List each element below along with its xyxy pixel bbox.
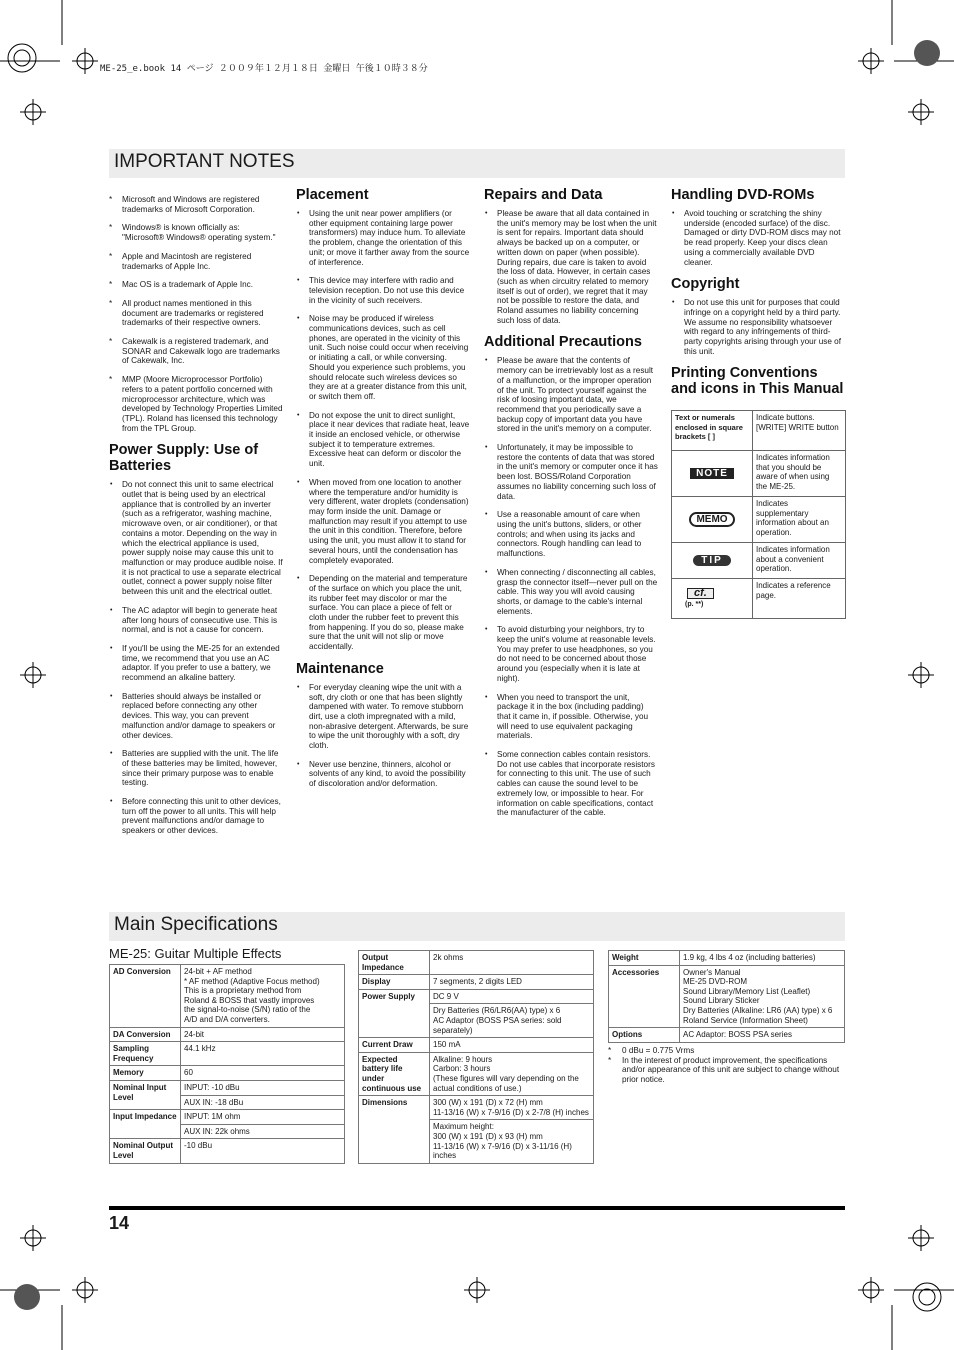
conventions-row bbox=[672, 543, 846, 579]
spec-note bbox=[608, 1046, 845, 1056]
spec-key: Memory bbox=[110, 1066, 181, 1081]
spec-value: INPUT: -10 dBu bbox=[181, 1080, 345, 1095]
spec-key: Power Supply bbox=[359, 989, 430, 1037]
page-number: 14 bbox=[109, 1213, 130, 1233]
placement-heading: Placement bbox=[296, 187, 369, 203]
list-item: • Avoid touching or scratching the shiny underside (encoded surface) of the disc. Damaged or dirty DVD-ROM discs may not be read properly. Keep your discs clean using a commercially available DVD cleaner. bbox=[671, 209, 845, 267]
list-item: • Do not expose the unit to direct sunlight, place it near devices that radiate heat, leave it inside an enclosed vehicle, or otherwise subject it to temperature extremes. Excessive heat can deform or discolor the unit. bbox=[296, 411, 470, 469]
list-item: • The AC adaptor will begin to generate heat after long hours of consecutive use. This is normal, and is not a cause for concern. bbox=[109, 606, 283, 635]
list-item: * Microsoft and Windows are registered trademarks of Microsoft Corporation. bbox=[109, 195, 283, 214]
spec-key: DA Conversion bbox=[110, 1027, 181, 1042]
tip-icon: TIP bbox=[693, 555, 731, 567]
main-specs-title: Main Specifications bbox=[114, 914, 278, 935]
list-item: • Batteries should always be installed or replaced before connecting any other devices. This way, you can prevent malfunction and/or damage to speakers or other devices. bbox=[109, 692, 283, 741]
list-item: • For everyday cleaning wipe the unit with a soft, dry cloth or one that has been slightly dampened with water. To remove stubborn dirt, use a cloth impregnated with a mild, non-abrasive detergent. Afterwards, be sure to wipe the unit thoroughly with a soft, dry cloth. bbox=[296, 683, 470, 751]
conventions-row bbox=[672, 411, 846, 451]
list-item: • When you need to transport the unit, package it in the box (including padding) that it came in, if possible. Otherwise, you will need to use equivalent packaging materials. bbox=[484, 693, 658, 742]
spec-value: 24-bit + AF method * AF method (Adaptive Focus method) This is a proprietary method from Roland & BOSS that vastly improves the signal-to-noise (S/N) ratio of the A/D and D/A converters. bbox=[181, 965, 345, 1028]
list-item: • When moved from one location to another where the temperature and/or humidity is very different, water droplets (condensation) may form inside the unit. Damage or malfunction may result if you attempt to use the unit in this condition. Therefore, before using the unit, you must allow it to stand for several hours, until the condensation has completely evaporated. bbox=[296, 478, 470, 565]
memo-icon: MEMO bbox=[689, 512, 734, 528]
asterisk-marker: * bbox=[608, 1055, 612, 1065]
spec-key: Expected battery life under continuous use bbox=[359, 1052, 430, 1095]
spec-key: Output Impedance bbox=[359, 951, 430, 975]
spec-note bbox=[608, 1056, 845, 1085]
spec-row bbox=[359, 1096, 594, 1120]
list-item: • Never use benzine, thinners, alcohol or solvents of any kind, to avoid the possibility of discoloration and/or deformation. bbox=[296, 760, 470, 789]
trademark-list bbox=[109, 195, 283, 433]
spec-value: AC Adaptor: BOSS PSA series bbox=[680, 1028, 845, 1043]
maintenance-list bbox=[296, 683, 470, 789]
print-header-line: ME-25_e.book 14 ページ ２００９年１２月１８日 金曜日 午後１０時３８分 bbox=[100, 64, 428, 74]
list-item: • Depending on the material and temperature of the surface on which you place the unit, its rubber feet may discolor or mar the surface. You can place a piece of felt or cloth under the rubber feet to prevent this from happening. If you do so, please make sure that the unit will not slip or move accidentally. bbox=[296, 574, 470, 652]
column-1 bbox=[109, 195, 283, 845]
spec-table-1 bbox=[109, 964, 345, 1164]
list-item: * All product names mentioned in this document are trademarks or registered trademarks of their respective owners. bbox=[109, 299, 283, 328]
conventions-desc: Indicates supplementary information about an operation. bbox=[753, 497, 846, 543]
spec-value: -10 dBu bbox=[181, 1139, 345, 1163]
list-item: • Do not connect this unit to same electrical outlet that is being used by an electrical appliance that is controlled by an inverter (such as a refrigerator, washing machine, microwave oven, or air conditioner), or that contains a motor. Depending on the way in which the electrical appliance is used, power supply noise may cause this unit to malfunction or may produce audible noise. If it is not practical to use a separate electrical outlet, connect a power supply noise filter between this unit and the electrical outlet. bbox=[109, 480, 283, 596]
cf-reference-icon: cf. bbox=[687, 588, 714, 600]
spec-key: Input Impedance bbox=[110, 1110, 181, 1139]
list-item: • Do not use this unit for purposes that could infringe on a copyright held by a third party. We assume no responsibility whatsoever with regard to any infringements of third-party copyrights arising through your use of this unit. bbox=[671, 298, 845, 356]
spec-row bbox=[359, 975, 594, 990]
spec-table-3 bbox=[608, 950, 845, 1043]
list-item: * Apple and Macintosh are registered trademarks of Apple Inc. bbox=[109, 252, 283, 271]
spec-key: Dimensions bbox=[359, 1096, 430, 1164]
conventions-desc: Indicates information that you should be aware of when using the ME-25. bbox=[753, 451, 846, 497]
spec-value: 7 segments, 2 digits LED bbox=[430, 975, 594, 990]
important-notes-title: IMPORTANT NOTES bbox=[114, 151, 295, 172]
conventions-desc: Indicate buttons. [WRITE] WRITE button bbox=[753, 411, 846, 451]
maintenance-heading: Maintenance bbox=[296, 660, 384, 677]
spec-row bbox=[609, 1028, 845, 1043]
list-item: • Please be aware that all data contained in the unit's memory may be lost when the unit is sent for repairs. Important data should always be backed up on a computer, or written down on paper (when possible). During repairs, due care is taken to avoid the loss of data. However, in certain cases (such as when circuitry related to memory itself is out of order), we regret that it may not be possible to restore the data, and Roland assumes no liability concerning such loss of data. bbox=[484, 209, 658, 325]
important-notes-bar bbox=[109, 149, 845, 178]
column-3 bbox=[484, 187, 658, 827]
spec-row bbox=[110, 1139, 345, 1163]
spec-key: Options bbox=[609, 1028, 680, 1043]
page-footer-rule bbox=[109, 1206, 845, 1210]
spec-value: AUX IN: -18 dBu bbox=[181, 1095, 345, 1110]
list-item: • Noise may be produced if wireless communications devices, such as cell phones, are operated in the vicinity of this unit. Such noise could occur when receiving or initiating a call, or while conversing. Should you experience such problems, you should relocate such wireless devices so they are at a greater distance from this unit, or switch them off. bbox=[296, 314, 470, 401]
spec-table-2 bbox=[358, 950, 594, 1164]
additional-precautions-heading: Additional Precautions bbox=[484, 334, 642, 351]
conventions-desc: Indicates information about a convenient operation. bbox=[753, 543, 846, 579]
conventions-row bbox=[672, 497, 846, 543]
conventions-desc: Indicates a reference page. bbox=[753, 579, 846, 619]
list-item: * Cakewalk is a registered trademark, and SONAR and Cakewalk logo are trademarks of Cakewalk, Inc. bbox=[109, 337, 283, 366]
spec-row bbox=[110, 1066, 345, 1081]
main-specs-bar bbox=[109, 912, 845, 941]
spec-row bbox=[359, 1038, 594, 1053]
list-item: • Some connection cables contain resistors. Do not use cables that incorporate resistors for connecting to this unit. The use of such cables can cause the sound level to be extremely low, or impossible to hear. For information on cable specifications, contact the manufacturer of the cable. bbox=[484, 750, 658, 818]
asterisk-marker: * bbox=[608, 1046, 612, 1055]
spec-note-text: 0 dBu = 0.775 Vrms bbox=[622, 1046, 695, 1055]
spec-key: Nominal Output Level bbox=[110, 1139, 181, 1163]
spec-key: Nominal Input Level bbox=[110, 1080, 181, 1109]
list-item: • When connecting / disconnecting all cables, grasp the connector itself—never pull on the cable. This way you will avoid causing shorts, or damage to the cable's internal elements. bbox=[484, 568, 658, 617]
specs-subtitle: ME-25: Guitar Multiple Effects bbox=[109, 946, 282, 961]
spec-key: Sampling Frequency bbox=[110, 1042, 181, 1066]
dvd-heading: Handling DVD-ROMs bbox=[671, 187, 815, 203]
spec-value: 24-bit bbox=[181, 1027, 345, 1042]
spec-value: 2k ohms bbox=[430, 951, 594, 975]
spec-value: Owner's Manual ME-25 DVD-ROM Sound Library/Memory List (Leaflet) Sound Library Sticker Dry Batteries (Alkaline: LR6 (AA) type) x 6 Roland Service (Information Sheet) bbox=[680, 965, 845, 1028]
list-item: • This device may interfere with radio and television reception. Do not use this device in the vicinity of such receivers. bbox=[296, 276, 470, 305]
spec-row bbox=[110, 965, 345, 1028]
column-4 bbox=[671, 187, 845, 403]
list-item: • Batteries are supplied with the unit. The life of these batteries may be limited, however, since their primary purpose was to enable testing. bbox=[109, 749, 283, 788]
conventions-heading: Printing Conventions and icons in This Manual bbox=[671, 365, 844, 398]
spec-row bbox=[110, 1110, 345, 1125]
spec-key: Current Draw bbox=[359, 1038, 430, 1053]
spec-value: DC 9 V bbox=[430, 989, 594, 1004]
spec-key: Display bbox=[359, 975, 430, 990]
spec-value: 44.1 kHz bbox=[181, 1042, 345, 1066]
list-item: • Unfortunately, it may be impossible to restore the contents of data that was stored in the unit's memory or computer once it has been lost. BOSS/Roland Corporation assumes no liability concerning such loss of data. bbox=[484, 443, 658, 501]
spec-value: 1.9 kg, 4 lbs 4 oz (including batteries) bbox=[680, 951, 845, 966]
spec-row bbox=[110, 1080, 345, 1095]
list-item: • If you'll be using the ME-25 for an extended time, we recommend that you use an AC adaptor. If you prefer to use a battery, we recommend an alkaline battery. bbox=[109, 644, 283, 683]
conventions-table bbox=[671, 410, 846, 619]
list-item: * Mac OS is a trademark of Apple Inc. bbox=[109, 280, 283, 290]
list-item: • Using the unit near power amplifiers (or other equipment containing large power transformers) may induce hum. To alleviate the problem, change the orientation of this unit; or move it farther away from the source of interference. bbox=[296, 209, 470, 267]
conventions-row bbox=[672, 579, 846, 619]
spec-row bbox=[359, 1052, 594, 1095]
repairs-list bbox=[484, 209, 658, 325]
power-supply-heading: Power Supply: Use of Batteries bbox=[109, 442, 259, 475]
placement-list bbox=[296, 209, 470, 652]
conventions-key: Text or numerals enclosed in square brackets [ ] bbox=[672, 411, 753, 451]
repairs-heading: Repairs and Data bbox=[484, 187, 603, 203]
spec-value: AUX IN: 22k ohms bbox=[181, 1124, 345, 1139]
spec-row bbox=[110, 1042, 345, 1066]
spec-row bbox=[359, 951, 594, 975]
additional-precautions-list bbox=[484, 356, 658, 818]
list-item: • Before connecting this unit to other devices, turn off the power to all units. This will help prevent malfunctions and/or damage to speakers or other devices. bbox=[109, 797, 283, 836]
spec-value: 60 bbox=[181, 1066, 345, 1081]
spec-key: Accessories bbox=[609, 965, 680, 1028]
spec-key: Weight bbox=[609, 951, 680, 966]
spec-value: 300 (W) x 191 (D) x 72 (H) mm 11-13/16 (W) x 7-9/16 (D) x 2-7/8 (H) inches bbox=[430, 1096, 594, 1120]
cf-page-ref: (p. **) bbox=[685, 601, 704, 608]
spec-row bbox=[359, 989, 594, 1004]
dvd-list bbox=[671, 209, 845, 267]
copyright-list bbox=[671, 298, 845, 356]
conventions-row bbox=[672, 451, 846, 497]
spec-note-text: In the interest of product improvement, the specifications and/or appearance of this unit are subject to change without prior notice. bbox=[622, 1055, 840, 1084]
spec-row bbox=[609, 965, 845, 1028]
spec-value: 150 mA bbox=[430, 1038, 594, 1053]
spec-value: Maximum height: 300 (W) x 191 (D) x 93 (H) mm 11-13/16 (W) x 7-9/16 (D) x 3-11/16 (H) inches bbox=[430, 1120, 594, 1163]
note-icon: NOTE bbox=[690, 468, 734, 480]
list-item: * MMP (Moore Microprocessor Portfolio) refers to a patent portfolio concerned with microprocessor architecture, which was developed by Technology Properties Limited (TPL). Roland has licensed this technology from the TPL Group. bbox=[109, 375, 283, 433]
column-2 bbox=[296, 187, 470, 798]
spec-value: Alkaline: 9 hours Carbon: 3 hours (These figures will vary depending on the actual conditions of use.) bbox=[430, 1052, 594, 1095]
copyright-heading: Copyright bbox=[671, 276, 740, 293]
spec-value: Dry Batteries (R6/LR6(AA) type) x 6 AC Adaptor (BOSS PSA series: sold separately) bbox=[430, 1004, 594, 1038]
list-item: • Please be aware that the contents of memory can be irretrievably lost as a result of a malfunction, or the improper operation of the unit. To protect yourself against the risk of loosing important data, we recommend that you periodically save a backup copy of important data you have stored in the unit's memory on a computer. bbox=[484, 356, 658, 434]
spec-row bbox=[110, 1027, 345, 1042]
list-item: * Windows® is known officially as: "Microsoft® Windows® operating system." bbox=[109, 223, 283, 242]
list-item: • Use a reasonable amount of care when using the unit's buttons, sliders, or other controls; and when using its jacks and connectors. Rough handling can lead to malfunctions. bbox=[484, 510, 658, 559]
spec-key: AD Conversion bbox=[110, 965, 181, 1028]
spec-row bbox=[609, 951, 845, 966]
list-item: • To avoid disturbing your neighbors, try to keep the unit's volume at reasonable levels. You may prefer to use headphones, so you do not need to be concerned about those around you (especially when it is late at night). bbox=[484, 625, 658, 683]
spec-notes bbox=[608, 1046, 845, 1084]
power-supply-list bbox=[109, 480, 283, 836]
spec-value: INPUT: 1M ohm bbox=[181, 1110, 345, 1125]
